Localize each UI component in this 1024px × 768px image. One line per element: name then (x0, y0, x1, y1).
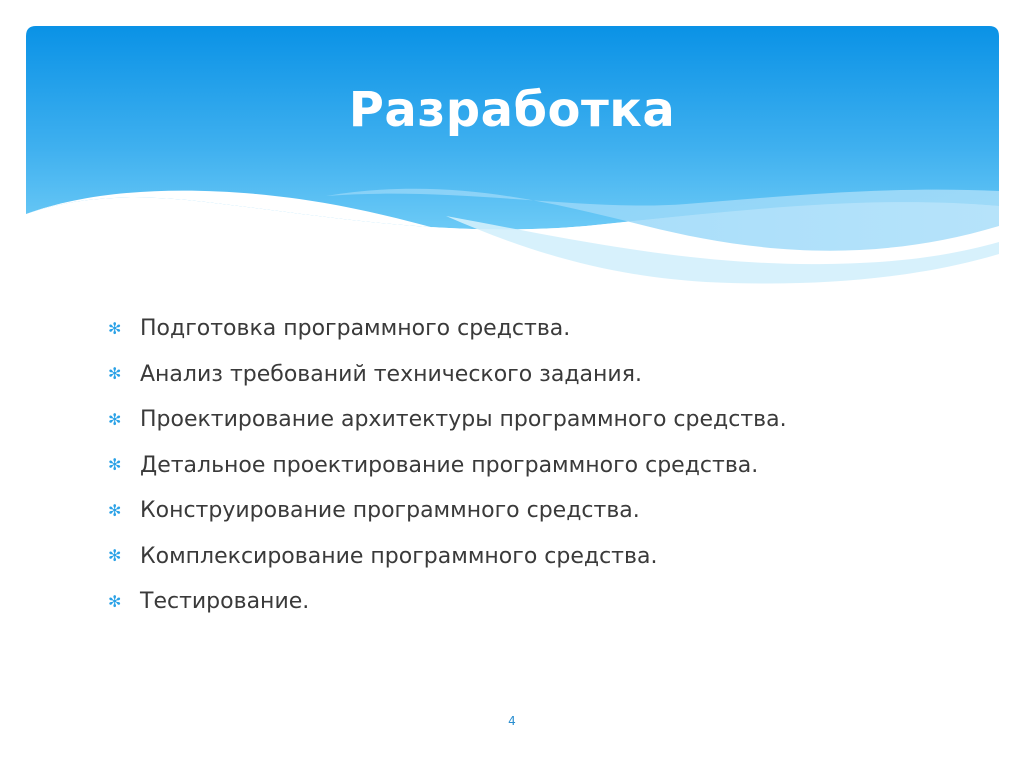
header-wave-graphic (26, 26, 999, 288)
list-item (108, 534, 787, 580)
list-item-text: Детальное проектирование программного средства. (140, 452, 759, 478)
slide-title: Разработка (348, 82, 676, 138)
header-banner (26, 26, 999, 288)
list-item (108, 579, 787, 625)
list-item (108, 352, 787, 398)
asterisk-bullet-icon: ✻ (108, 591, 122, 611)
list-item-text: Подготовка программного средства. (140, 316, 571, 342)
list-item-text: Тестирование. (140, 589, 310, 615)
list-item (108, 397, 787, 443)
list-item (108, 306, 787, 352)
list-item-text: Проектирование архитектуры программного средства. (140, 407, 787, 433)
asterisk-bullet-icon: ✻ (108, 546, 122, 566)
list-item (108, 488, 787, 534)
bullet-list (108, 306, 787, 625)
asterisk-bullet-icon: ✻ (108, 409, 122, 429)
list-item-text: Анализ требований технического задания. (140, 361, 642, 387)
asterisk-bullet-icon: ✻ (108, 455, 122, 475)
list-item (108, 443, 787, 489)
list-item-text: Комплексирование программного средства. (140, 543, 658, 569)
asterisk-bullet-icon: ✻ (108, 318, 122, 338)
asterisk-bullet-icon: ✻ (108, 364, 122, 384)
list-item-text: Конструирование программного средства. (140, 498, 640, 524)
asterisk-bullet-icon: ✻ (108, 500, 122, 520)
page-number: 4 (508, 714, 516, 728)
